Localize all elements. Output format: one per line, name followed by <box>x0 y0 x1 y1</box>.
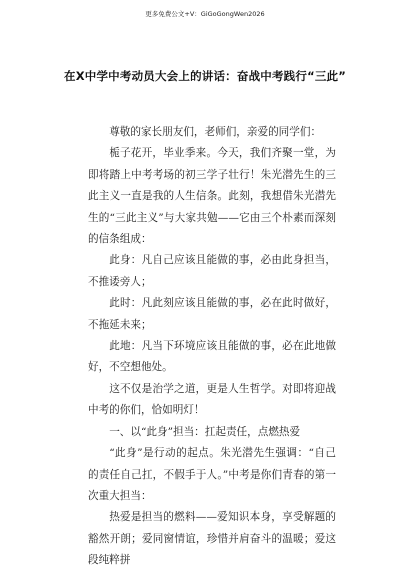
cishi-paragraph: 此时：凡此刻应该且能做的事，必在此时做好，不拖延未来； <box>88 297 336 331</box>
intro-paragraph: 栀子花开，毕业季来。今天，我们齐聚一堂，为即将踏上中考考场的初三学子壮行！朱光潜先生的三此主义一直是我的人生信条。此刻，我想借朱光潜先生的“三此主义”与大家共勉——它由三个朴素而深刻的信条组成： <box>88 147 336 246</box>
love-paragraph: 热爱是担当的燃料——爱知识本身，享受解题的豁然开朗；爱同窗情谊，珍惜并肩奋斗的温暖；爱这段纯粹拼 <box>88 511 336 567</box>
section-paragraph: “此身”是行动的起点。朱光潜先生强调：“自己的责任自己扛，不假手于人。”中考是你们青春的第一次重大担当： <box>88 447 336 502</box>
section-heading: 一、以“此身”担当：扛起责任，点燃热爱 <box>109 425 301 438</box>
header-note: 更多免费公文+V：GiGoGongWen2026 <box>145 10 265 18</box>
philosophy-paragraph: 这不仅是治学之道，更是人生哲学。对即将迎战中考的你们，恰如明灯！ <box>88 382 336 417</box>
document-title: 在X中学中考动员大会上的讲话：奋战中考践行“三此” <box>64 69 346 83</box>
salutation-paragraph: 尊敬的家长朋友们，老师们，亲爱的同学们： <box>109 126 322 138</box>
cidi-paragraph: 此地：凡当下环境应该且能做的事，必在此地做好，不空想他处。 <box>88 340 336 374</box>
cishen-paragraph: 此身：凡自己应该且能做的事，必由此身担当，不推诿旁人； <box>88 254 336 288</box>
document-body <box>88 122 336 572</box>
